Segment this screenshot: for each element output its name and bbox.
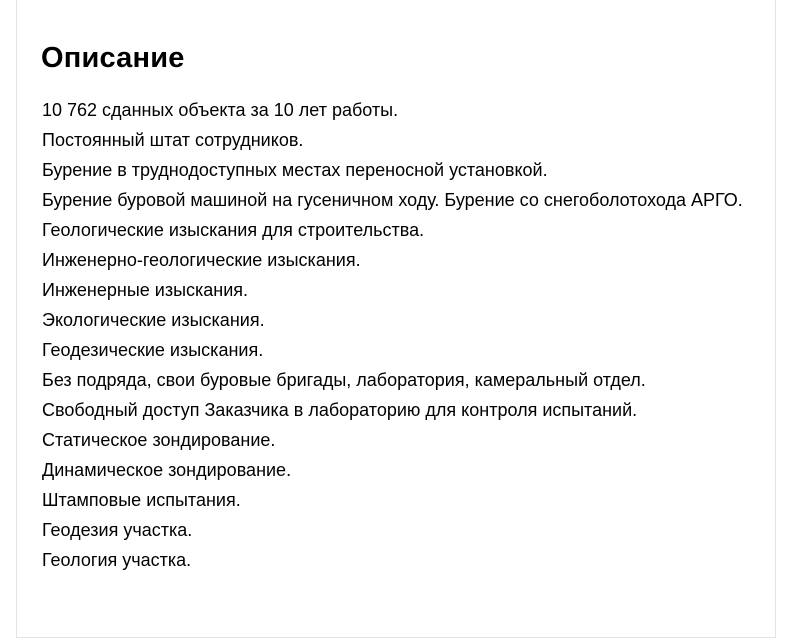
description-line: Статическое зондирование. bbox=[42, 430, 276, 450]
description-line: Геологические изыскания для строительства. bbox=[42, 220, 425, 240]
description-line: 10 762 сданных объекта за 10 лет работы. bbox=[42, 100, 399, 120]
description-list bbox=[42, 95, 762, 575]
description-line: Свободный доступ Заказчика в лабораторию для контроля испытаний. bbox=[42, 400, 638, 420]
description-line: Инженерные изыскания. bbox=[42, 280, 249, 300]
description-card bbox=[16, 0, 776, 638]
description-line: Геология участка. bbox=[42, 550, 192, 570]
description-line: Инженерно-геологические изыскания. bbox=[42, 250, 361, 270]
description-line: Динамическое зондирование. bbox=[42, 460, 292, 480]
description-line: Бурение буровой машиной на гусеничном ходу. Бурение со снегоболотохода АРГО. bbox=[42, 190, 743, 210]
description-line: Геодезические изыскания. bbox=[42, 340, 264, 360]
description-line: Геодезия участка. bbox=[42, 520, 193, 540]
description-line: Без подряда, свои буровые бригады, лаборатория, камеральный отдел. bbox=[42, 370, 646, 390]
description-line: Постоянный штат сотрудников. bbox=[42, 130, 304, 150]
section-title: Описание bbox=[41, 42, 185, 74]
description-line: Штамповые испытания. bbox=[42, 490, 241, 510]
description-line: Экологические изыскания. bbox=[42, 310, 265, 330]
description-line: Бурение в труднодоступных местах переносной установкой. bbox=[42, 160, 548, 180]
